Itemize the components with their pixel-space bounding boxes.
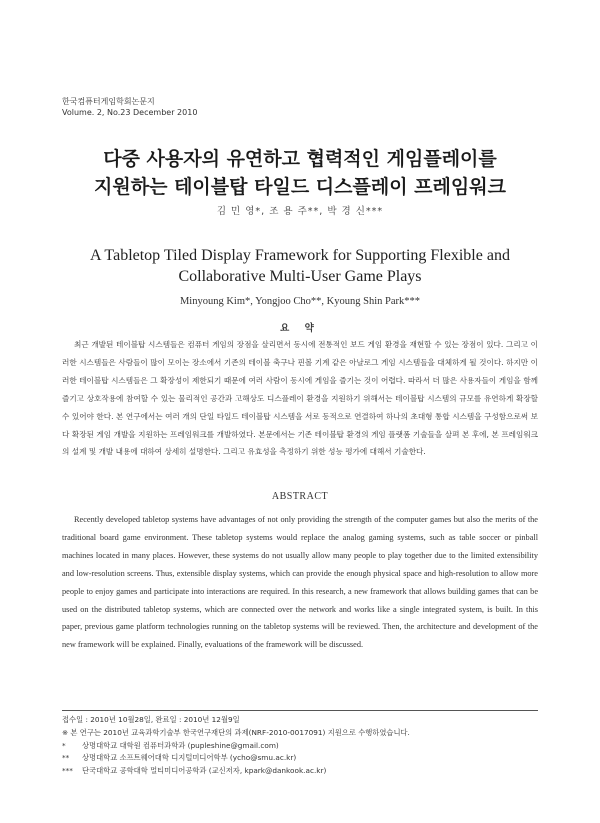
- received-date-note: 접수일 : 2010년 10월28일, 완료일 : 2010년 12월9일: [62, 715, 240, 724]
- english-abstract-heading: ABSTRACT: [271, 491, 329, 502]
- english-title-line-2: Collaborative Multi-User Game Plays: [178, 268, 422, 285]
- affiliation-mark: **: [62, 753, 70, 763]
- journal-issue: Volume. 2, No.23 December 2010: [62, 108, 198, 117]
- korean-abstract-text: 최근 개발된 테이블탑 시스템들은 컴퓨터 게임의 장점을 살리면서 동시에 전통적인 보드 게임 환경을 재현할 수 있는 장점이 있다. 그리고 이러한 시스템들은 사람들이 많이 모이는 장소에서 기존의 테이블 축구나 핀볼 기계 같은 아날로그 게임 시스템들을 대체하게 될 것이다. 하지만 이러한 테이블탑 시스템들은 그 확장성이 제한되기 때문에 여러 사람이 동시에 게임을 즐기는 것이 어렵다. 따라서 더 많은 사용자들이 게임을 함께 즐기고 상호작용에 참여할 수 있는 물리적인 공간과 고해상도 디스플레이 환경을 지원하기 위해서는 테이블탑 시스템의 규모를 유연하게 확장할 수 있어야 한다. 본 연구에서는 여러 개의 단일 타일드 테이블탑 시스템을 서로 동적으로 연결하여 하나의 초대형 통합 시스템을 구성함으로써 보다 확장된 게임 개발을 지원하는 프레임워크를 개발하였다. 본문에서는 기존 테이블탑 환경의 게임 플랫폼 기술들을 살펴 본 후에, 본 프레임워크의 설계 및 개발 내용에 대하여 상세히 설명한다. 그리고 유효성을 측정하기 위한 성능 평가에 대해서 기술한다.: [62, 340, 538, 457]
- korean-title-line-2: 지원하는 테이블탑 타일드 디스플레이 프레임워크: [94, 176, 506, 198]
- affiliation-text: 상명대학교 소프트웨어대학 디지털미디어학부 (ycho@smu.ac.kr): [82, 753, 297, 763]
- footnotes: [62, 714, 538, 778]
- journal-name: 한국컴퓨터게임학회논문지: [62, 97, 155, 106]
- english-abstract-text: Recently developed tabletop systems have advantages of not only providing the strength of the computer games but also the merits of the traditional board game environment. These tabletop systems would replace the analog gaming systems, such as table soccer or pinball machines located in many places. However, these systems do not usually allow many people to play together due to the limited extensibility and low-resolution screens. Thus, extensible display systems, which can provide the enough physical space and high-resolution to allow more people to enjoy games and participate into interactions are required. In this research, a new framework that allows building games that can be used on the distributed tabletop systems, which are connected over the network and works like a single integrated system, is built. In this paper, previous game platform technologies running on the tabletop systems will be reviewed. Then, the architecture and development of the new framework will be explained. Finally, evaluations of the framework will be discussed.: [62, 515, 538, 650]
- affiliation-1: [62, 740, 538, 753]
- journal-header: [62, 96, 197, 118]
- english-authors: Minyoung Kim*, Yongjoo Cho**, Kyoung Shin Park***: [179, 296, 421, 307]
- affiliation-text: 단국대학교 공학대학 멀티미디어공학과 (교신저자, kpark@dankook.ac.kr): [82, 766, 327, 776]
- korean-authors: 김 민 영*, 조 용 주**, 박 경 신***: [216, 206, 384, 217]
- footnote-divider: [62, 710, 538, 711]
- affiliation-2: [62, 752, 538, 765]
- affiliation-text: 상명대학교 대학원 컴퓨터과학과 (pupleshine@gmail.com): [82, 740, 279, 750]
- affiliation-mark: ***: [62, 766, 73, 776]
- funding-note: ※ 본 연구는 2010년 교육과학기술부 한국연구재단의 과제(NRF-2010-0017091) 지원으로 수행하였습니다.: [62, 727, 410, 737]
- affiliation-mark: *: [62, 740, 66, 750]
- english-title-line-1: A Tabletop Tiled Display Framework for Supporting Flexible and: [90, 247, 510, 264]
- korean-abstract-heading: 요 약: [280, 323, 320, 334]
- affiliation-3: [62, 765, 538, 778]
- korean-title-line-1: 다중 사용자의 유연하고 협력적인 게임플레이를: [103, 148, 497, 170]
